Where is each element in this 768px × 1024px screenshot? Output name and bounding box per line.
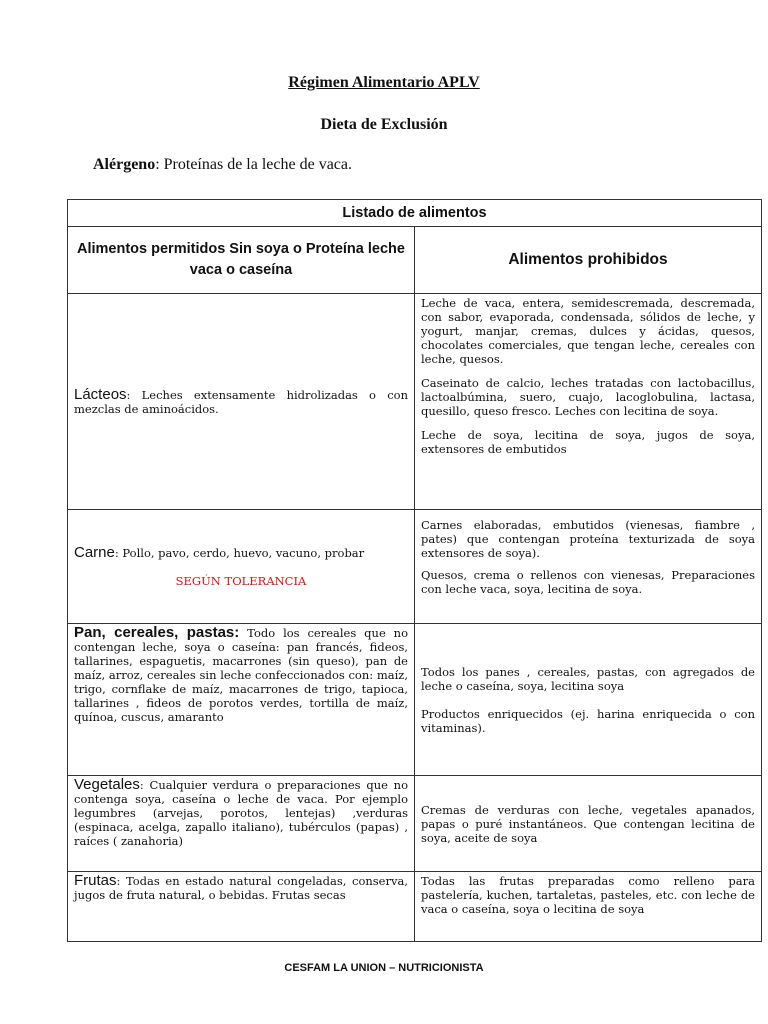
prohibited-cell [415, 510, 762, 624]
prohibited-cell [415, 776, 762, 872]
table-row [68, 872, 762, 942]
permitted-text: : Cualquier verdura o preparaciones que no contenga soya, caseína o leche de vaca. Por ejemplo legumbres (arvejas, porotos, lentejas) ,verduras (espinaca, acelga, zapallo italiano), tubérculos (papas) , raíces ( zanahoria) [74, 778, 408, 848]
prohibited-text: Carnes elaboradas, embutidos (vienesas, fiambre , pates) que contengan proteína texturizada de soya extensores de soya). [421, 518, 755, 560]
prohibited-text: Todas las frutas preparadas como relleno para pastelería, kuchen, tartaletas, pasteles, etc. con leche de vaca o caseína, soya o lecitina de soya [421, 874, 755, 916]
col-prohibited-header: Alimentos prohibidos [415, 227, 762, 294]
table-row [68, 776, 762, 872]
allergen-line [93, 156, 352, 174]
document-title: Régimen Alimentario APLV [288, 74, 480, 91]
permitted-cell [68, 510, 415, 624]
prohibited-cell [415, 624, 762, 776]
table-caption: Listado de alimentos [68, 200, 762, 227]
prohibited-cell [415, 872, 762, 942]
category-label: Pan, cereales, pastas: [74, 624, 240, 641]
category-label: Frutas [74, 872, 117, 889]
page-footer: CESFAM LA UNION – NUTRICIONISTA [284, 962, 484, 974]
table-row [68, 624, 762, 776]
permitted-cell [68, 624, 415, 776]
permitted-text: : Pollo, pavo, cerdo, huevo, vacuno, probar [114, 545, 365, 560]
prohibited-text: Cremas de verduras con leche, vegetales apanados, papas o puré instantáneos. Que contengan lecitina de soya, aceite de soya [421, 802, 755, 845]
category-label: Vegetales [74, 776, 140, 793]
prohibited-text: Leche de vaca, entera, semidescremada, descremada, con sabor, evaporada, condensada, sólidos de leche, y yogurt, manjar, cremas, dulces y ácidas, quesos, chocolates comerciales, que tengan leche, cereales con leche, quesos. [421, 296, 755, 366]
permitted-text: : Leches extensamente hidrolizadas o con mezclas de aminoácidos. [74, 387, 408, 416]
permitted-text: : Todas en estado natural congeladas, conserva, jugos de fruta natural, o bebidas. Frutas secas [74, 874, 408, 902]
permitted-cell [68, 776, 415, 872]
table-row [68, 294, 762, 510]
document-subtitle: Dieta de Exclusión [320, 116, 448, 133]
prohibited-text: Todos los panes , cereales, pastas, con agregados de leche o caseína, soya, lecitina soya [421, 664, 755, 693]
col-permitted-header: Alimentos permitidos Sin soya o Proteína leche vaca o caseína [68, 227, 415, 294]
food-list-table [67, 199, 762, 942]
prohibited-text: Quesos, crema o rellenos con vienesas, Preparaciones con leche vaca, soya, lecitina de soya. [421, 568, 755, 596]
prohibited-cell [415, 294, 762, 510]
prohibited-text: Caseinato de calcio, leches tratadas con lactobacillus, lactoalbúmina, suero, cuajo, lacoglobulina, lactasa, quesillo, queso fresco. Leches con lecitina de soya. [421, 376, 755, 418]
allergen-label: Alérgeno [93, 156, 156, 173]
allergen-value: : Proteínas de la leche de vaca. [155, 156, 352, 173]
permitted-cell [68, 872, 415, 942]
category-label: Lácteos [74, 385, 127, 403]
permitted-cell [68, 294, 415, 510]
permitted-text: Todo los cereales que no contengan leche, soya o caseína: pan francés, fideos, tallarines, espaguetis, macarrones (sin queso), pan de maíz, arroz, cereales sin leche confeccionados con: maíz, trigo, cornflake de maíz, macarrones de trigo, tapioca, tallarines , fideos de porotos verdes, tortilla de maíz, quínoa, cuscus, amaranto [74, 626, 408, 724]
tolerance-note: SEGÚN TOLERANCIA [175, 573, 307, 588]
prohibited-text: Productos enriquecidos (ej. harina enriquecida o con vitaminas). [421, 706, 755, 735]
category-label: Carne [74, 543, 115, 561]
table-row [68, 510, 762, 624]
prohibited-text: Leche de soya, lecitina de soya, jugos de soya, extensores de embutidos [421, 428, 755, 456]
